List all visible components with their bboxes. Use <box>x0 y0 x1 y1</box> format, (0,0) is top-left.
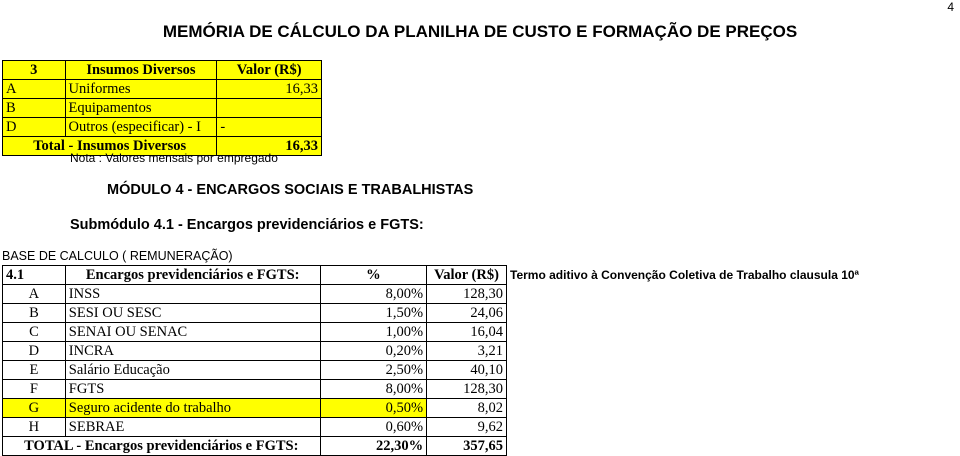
row-pct: 0,60% <box>320 418 426 437</box>
table-row <box>3 418 507 437</box>
row-label: INSS <box>65 285 320 304</box>
encargos-header-value: Valor (R$) <box>427 266 507 285</box>
insumos-header-code: 3 <box>3 61 66 80</box>
row-code: E <box>3 361 66 380</box>
submodule-title: Submódulo 4.1 - Encargos previdenciários e FGTS: <box>70 217 424 233</box>
row-code: A <box>3 80 66 99</box>
row-value: 8,02 <box>427 399 507 418</box>
row-value: 128,30 <box>427 380 507 399</box>
encargos-total-pct: 22,30% <box>320 437 426 456</box>
table-row <box>3 285 507 304</box>
row-label: SESI OU SESC <box>65 304 320 323</box>
page-number: 4 <box>947 0 954 14</box>
table-row <box>3 380 507 399</box>
row-value: 9,62 <box>427 418 507 437</box>
row-label: Outros (especificar) - I <box>65 118 217 137</box>
row-pct: 1,00% <box>320 323 426 342</box>
row-value: - <box>217 118 322 137</box>
page-title: MEMÓRIA DE CÁLCULO DA PLANILHA DE CUSTO E FORMAÇÃO DE PREÇOS <box>162 22 798 41</box>
table-row <box>3 323 507 342</box>
row-label: Seguro acidente do trabalho <box>65 399 320 418</box>
encargos-header-code: 4.1 <box>3 266 66 285</box>
row-code: D <box>3 118 66 137</box>
row-value: 128,30 <box>427 285 507 304</box>
table-row <box>3 304 507 323</box>
encargos-total-label: TOTAL - Encargos previdenciários e FGTS: <box>3 437 321 456</box>
row-code: B <box>3 304 66 323</box>
row-pct: 0,20% <box>320 342 426 361</box>
encargos-table <box>2 265 507 456</box>
row-label: Equipamentos <box>65 99 217 118</box>
row-pct: 1,50% <box>320 304 426 323</box>
table-row <box>3 361 507 380</box>
row-value <box>217 99 322 118</box>
row-value: 16,33 <box>217 80 322 99</box>
row-code: A <box>3 285 66 304</box>
insumos-header-label: Insumos Diversos <box>65 61 217 80</box>
row-value: 16,04 <box>427 323 507 342</box>
row-pct: 2,50% <box>320 361 426 380</box>
row-code: C <box>3 323 66 342</box>
insumos-table <box>2 60 322 156</box>
row-code: D <box>3 342 66 361</box>
row-label: Uniformes <box>65 80 217 99</box>
row-pct: 0,50% <box>320 399 426 418</box>
row-code: B <box>3 99 66 118</box>
encargos-header-label: Encargos previdenciários e FGTS: <box>65 266 320 285</box>
insumos-total-label: Total - Insumos Diversos <box>3 137 217 156</box>
row-pct: 8,00% <box>320 285 426 304</box>
row-code: G <box>3 399 66 418</box>
row-code: F <box>3 380 66 399</box>
row-label: SEBRAE <box>65 418 320 437</box>
encargos-header-row <box>3 266 507 285</box>
table-row <box>3 99 322 118</box>
base-calculo-label: BASE DE CALCULO ( REMUNERAÇÃO) <box>2 249 233 263</box>
encargos-total-row <box>3 437 507 456</box>
insumos-header-row <box>3 61 322 80</box>
module-title: MÓDULO 4 - ENCARGOS SOCIAIS E TRABALHISTAS <box>107 182 474 198</box>
encargos-header-pct: % <box>320 266 426 285</box>
row-pct: 8,00% <box>320 380 426 399</box>
table-row <box>3 399 507 418</box>
aditivo-note: Termo aditivo à Convenção Coletiva de Trabalho clausula 10ª <box>510 268 859 282</box>
row-value: 24,06 <box>427 304 507 323</box>
row-label: Salário Educação <box>65 361 320 380</box>
table-row <box>3 80 322 99</box>
insumos-note: Nota : Valores mensais por empregado <box>70 151 278 165</box>
row-label: FGTS <box>65 380 320 399</box>
row-value: 3,21 <box>427 342 507 361</box>
insumos-header-value: Valor (R$) <box>217 61 322 80</box>
table-row <box>3 118 322 137</box>
encargos-total-value: 357,65 <box>427 437 507 456</box>
insumos-total-value: 16,33 <box>217 137 322 156</box>
row-value: 40,10 <box>427 361 507 380</box>
row-code: H <box>3 418 66 437</box>
row-label: INCRA <box>65 342 320 361</box>
table-row <box>3 342 507 361</box>
row-label: SENAI OU SENAC <box>65 323 320 342</box>
